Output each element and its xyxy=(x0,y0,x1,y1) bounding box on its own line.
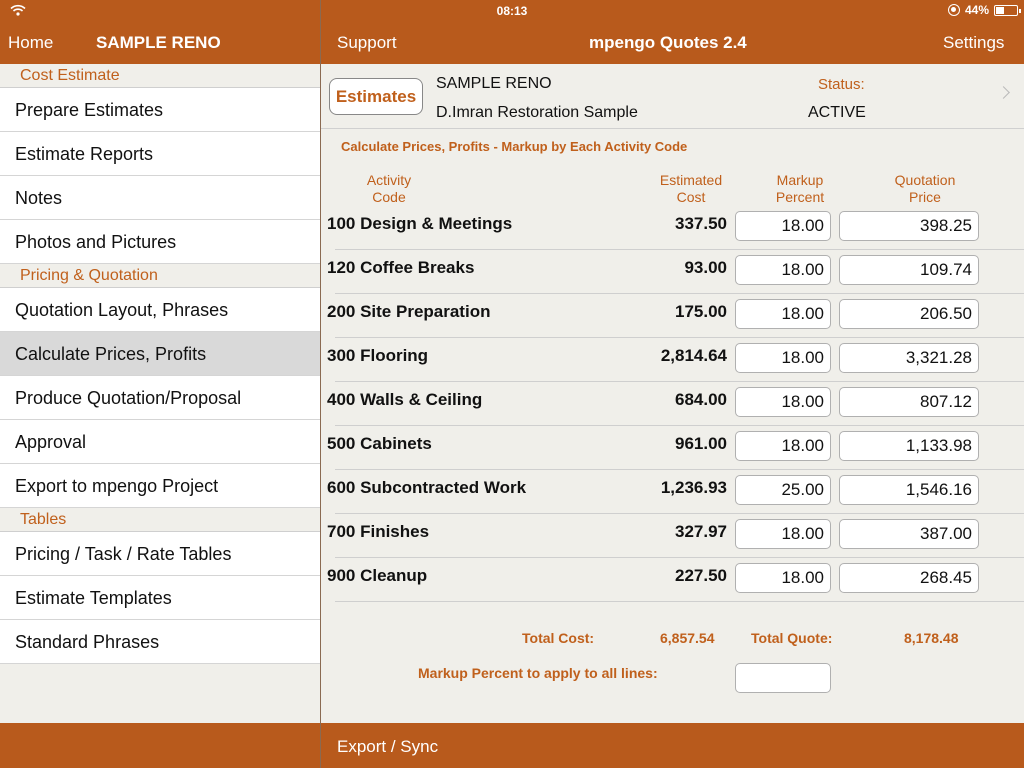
sidebar-item-standard-phrases[interactable]: Standard Phrases xyxy=(0,620,320,664)
table-row xyxy=(321,426,1024,470)
activity-code: 900 Cleanup xyxy=(327,566,428,585)
header-divider xyxy=(321,128,1024,129)
sidebar-item-notes[interactable]: Notes xyxy=(0,176,320,220)
app-title: mpengo Quotes 2.4 xyxy=(589,33,747,52)
sidebar-item-estimate-reports[interactable]: Estimate Reports xyxy=(0,132,320,176)
quotation-price-input[interactable]: 206.50 xyxy=(839,299,979,329)
sidebar xyxy=(0,64,320,723)
markup-percent-input[interactable]: 18.00 xyxy=(735,431,831,461)
main-panel xyxy=(321,64,1024,723)
col-header-markup-line1: Markup xyxy=(776,172,824,188)
quotation-price-input[interactable]: 268.45 xyxy=(839,563,979,593)
markup-percent-input[interactable]: 25.00 xyxy=(735,475,831,505)
sidebar-item-calculate-prices[interactable]: Calculate Prices, Profits xyxy=(0,332,320,376)
col-header-activity-line2: Code xyxy=(372,189,406,205)
apply-markup-input[interactable] xyxy=(735,663,831,693)
battery-level xyxy=(996,7,1004,14)
table-row xyxy=(321,206,1024,250)
estimated-cost: 175.00 xyxy=(675,302,727,321)
sidebar-item-photos[interactable]: Photos and Pictures xyxy=(0,220,320,264)
estimated-cost: 227.50 xyxy=(675,566,727,585)
estimated-cost: 327.97 xyxy=(675,522,727,541)
section-header-cost-estimate: Cost Estimate xyxy=(0,64,320,88)
estimated-cost: 1,236.93 xyxy=(660,478,727,497)
markup-percent-input[interactable]: 18.00 xyxy=(735,255,831,285)
section-header-tables: Tables xyxy=(0,508,320,532)
activity-code: 100 Design & Meetings xyxy=(327,214,513,233)
sidebar-item-quotation-layout[interactable]: Quotation Layout, Phrases xyxy=(0,288,320,332)
quotation-price-input[interactable]: 398.25 xyxy=(839,211,979,241)
sidebar-item-produce-quotation[interactable]: Produce Quotation/Proposal xyxy=(0,376,320,420)
chevron-right-icon[interactable] xyxy=(997,86,1010,99)
total-cost-value: 6,857.54 xyxy=(660,630,715,646)
estimated-cost: 2,814.64 xyxy=(660,346,727,365)
activity-code: 500 Cabinets xyxy=(327,434,432,453)
activity-code: 120 Coffee Breaks xyxy=(327,258,475,277)
status-value: ACTIVE xyxy=(808,104,866,121)
sidebar-item-pricing-tables[interactable]: Pricing / Task / Rate Tables xyxy=(0,532,320,576)
table-row xyxy=(321,382,1024,426)
estimated-cost: 93.00 xyxy=(684,258,727,277)
project-name: SAMPLE RENO xyxy=(436,75,552,92)
estimates-button[interactable]: Estimates xyxy=(329,78,423,115)
quotation-price-input[interactable]: 387.00 xyxy=(839,519,979,549)
battery-status xyxy=(948,3,1018,17)
markup-percent-input[interactable]: 18.00 xyxy=(735,343,831,373)
status-time: 08:13 xyxy=(496,4,528,18)
table-row xyxy=(321,470,1024,514)
quotation-price-input[interactable]: 109.74 xyxy=(839,255,979,285)
col-header-activity-line1: Activity xyxy=(366,172,412,188)
col-header-markup xyxy=(755,172,845,206)
quotation-price-input[interactable]: 1,546.16 xyxy=(839,475,979,505)
sidebar-item-export-project[interactable]: Export to mpengo Project xyxy=(0,464,320,508)
project-title: SAMPLE RENO xyxy=(96,33,221,52)
total-quote-label: Total Quote: xyxy=(751,630,833,646)
markup-percent-input[interactable]: 18.00 xyxy=(735,299,831,329)
activity-code: 400 Walls & Ceiling xyxy=(327,390,483,409)
quotation-price-input[interactable]: 807.12 xyxy=(839,387,979,417)
table-row xyxy=(321,338,1024,382)
markup-percent-input[interactable]: 18.00 xyxy=(735,211,831,241)
status-label: Status: xyxy=(818,76,865,93)
col-header-cost-line1: Estimated xyxy=(659,172,723,188)
estimated-cost: 961.00 xyxy=(675,434,727,453)
bottom-toolbar xyxy=(0,723,1024,768)
col-header-cost-line2: Cost xyxy=(676,189,706,205)
col-header-quotation xyxy=(871,172,979,206)
top-bar xyxy=(0,0,1024,64)
apply-markup-label: Markup Percent to apply to all lines: xyxy=(418,665,658,681)
estimated-cost: 684.00 xyxy=(675,390,727,409)
export-sync-button[interactable]: Export / Sync xyxy=(337,737,439,756)
split-divider xyxy=(320,0,321,768)
col-header-activity xyxy=(355,172,423,206)
table-row xyxy=(321,558,1024,602)
activity-code: 600 Subcontracted Work xyxy=(327,478,527,497)
support-button[interactable]: Support xyxy=(337,33,397,52)
col-header-quotation-line1: Quotation xyxy=(894,172,956,188)
battery-percent: 44% xyxy=(964,3,989,17)
activity-code: 700 Finishes xyxy=(327,522,430,541)
activity-code: 200 Site Preparation xyxy=(327,302,491,321)
orientation-lock-icon xyxy=(948,4,960,16)
table-row xyxy=(321,250,1024,294)
section-header-pricing-quotation: Pricing & Quotation xyxy=(0,264,320,288)
table-row xyxy=(321,514,1024,558)
sidebar-item-prepare-estimates[interactable]: Prepare Estimates xyxy=(0,88,320,132)
quotation-price-input[interactable]: 3,321.28 xyxy=(839,343,979,373)
total-quote-value: 8,178.48 xyxy=(904,630,959,646)
table-row xyxy=(321,294,1024,338)
row-divider xyxy=(335,601,1024,602)
home-button[interactable]: Home xyxy=(8,33,54,52)
col-header-markup-line2: Percent xyxy=(775,189,825,205)
col-header-cost xyxy=(647,172,735,206)
markup-percent-input[interactable]: 18.00 xyxy=(735,519,831,549)
sidebar-item-estimate-templates[interactable]: Estimate Templates xyxy=(0,576,320,620)
activity-code: 300 Flooring xyxy=(327,346,429,365)
estimated-cost: 337.50 xyxy=(675,214,727,233)
markup-percent-input[interactable]: 18.00 xyxy=(735,387,831,417)
battery-icon xyxy=(994,5,1018,16)
settings-button[interactable]: Settings xyxy=(943,33,1005,52)
sidebar-item-approval[interactable]: Approval xyxy=(0,420,320,464)
client-name: D.Imran Restoration Sample xyxy=(436,104,638,121)
page-subtitle: Calculate Prices, Profits - Markup by Each Activity Code xyxy=(341,139,688,154)
total-cost-label: Total Cost: xyxy=(522,630,595,646)
markup-percent-input[interactable]: 18.00 xyxy=(735,563,831,593)
col-header-quotation-line2: Price xyxy=(909,189,941,205)
quotation-price-input[interactable]: 1,133.98 xyxy=(839,431,979,461)
